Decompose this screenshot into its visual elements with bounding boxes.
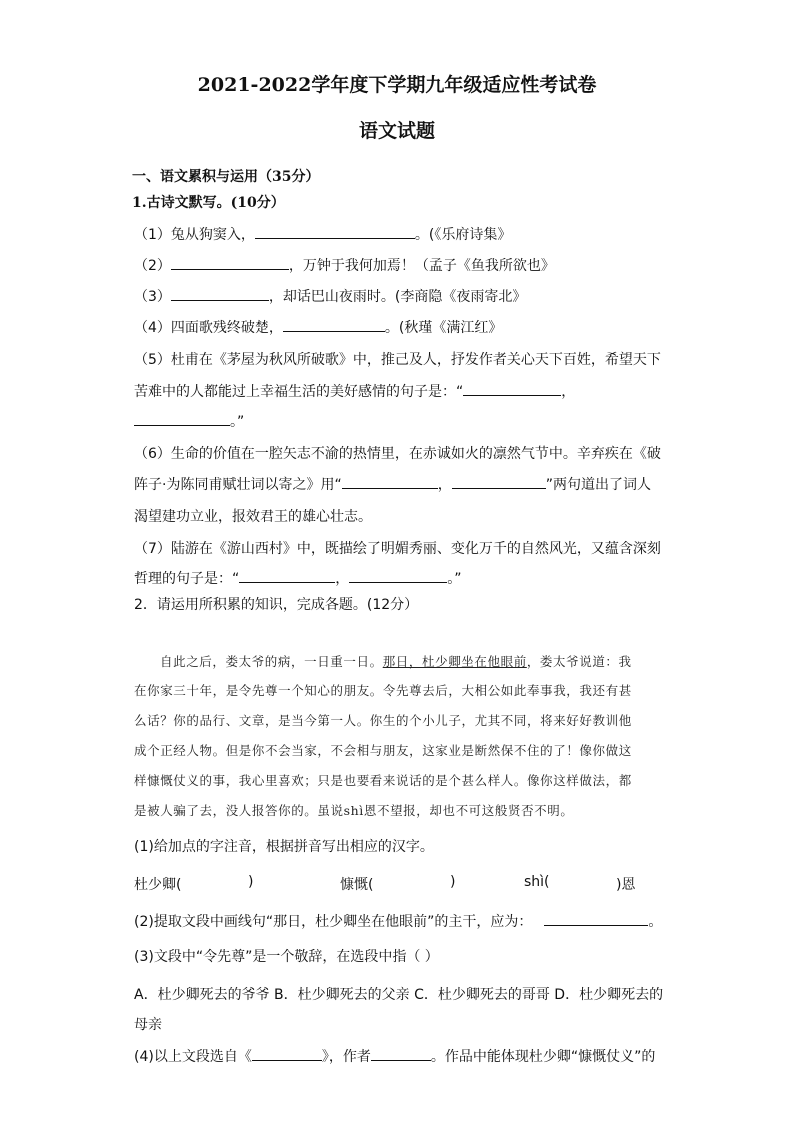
sub3-options: A．杜少卿死去的爷爷 B．杜少卿死去的父亲 C．杜少卿死去的哥哥 D．杜少卿死去的 <box>134 987 664 1003</box>
answer-blank[interactable] <box>463 381 561 396</box>
section-heading: 一、语文累积与运用（35分） <box>132 169 320 185</box>
q1-item-7-line2 <box>134 568 462 588</box>
q1-item-6-line1: （6）生命的价值在一腔矢志不渝的热情里，在赤诚如火的凛然气节中。辛弃疾在《破 <box>134 446 661 462</box>
sub-question-1: (1)给加点的字注音，根据拼音写出相应的汉字。 <box>134 839 434 855</box>
q1-item-4-source: 。(秋瑾《满江红》 <box>384 320 503 336</box>
sub1-item-c-close: )恩 <box>616 877 636 893</box>
answer-blank[interactable] <box>342 474 438 489</box>
passage-line-1 <box>160 652 632 670</box>
q1-item-1-text: （1）兔从狗窦入， <box>134 227 255 243</box>
sub1-item-a: 杜少卿( <box>134 877 182 893</box>
q1-item-5-text: 苦难中的人都能过上幸福生活的美好感情的句子是：“ <box>134 384 464 400</box>
answer-blank[interactable] <box>171 286 269 301</box>
q1-item-5-line2 <box>134 381 575 401</box>
answer-blank[interactable] <box>239 568 335 583</box>
sub4-author-label: 》，作者 <box>321 1049 371 1065</box>
sub1-item-b-close: ) <box>450 874 456 890</box>
page-subtitle: 语文试题 <box>358 120 435 142</box>
q1-item-6-text: 阵子·为陈同甫赋壮词以寄之》用“ <box>134 477 342 493</box>
sub3-options-cont: 母亲 <box>134 1017 162 1033</box>
answer-blank[interactable] <box>452 474 546 489</box>
sub-question-3: (3)文段中“令先尊”是一个敬辞，在选段中指（ ） <box>134 949 439 965</box>
sub4-tail: 。作品中能体现杜少卿“慷慨仗义”的 <box>430 1049 656 1065</box>
q1-item-2-source: ，万钟于我何加焉！（孟子《鱼我所欲也》 <box>288 258 555 274</box>
q1-item-6-tail: ”两句道出了词人 <box>545 477 651 493</box>
answer-blank[interactable] <box>252 1046 322 1061</box>
sub1-item-c: shì( <box>524 874 550 890</box>
q1-item-7-sep: ， <box>335 571 350 587</box>
sub4-text: (4)以上文段选自《 <box>134 1049 252 1065</box>
sub1-item-a-close: ) <box>248 874 254 890</box>
question-1-heading: 1.古诗文默写。(10分） <box>132 195 285 211</box>
q1-item-5-line1: （5）杜甫在《茅屋为秋风所破歌》中，推己及人，抒发作者关心天下百姓，希望天下 <box>134 352 661 368</box>
passage-line-2: 在你家三十年，是令先尊一个知心的朋友。令先尊去后，大相公如此奉事我，我还有甚 <box>134 683 632 698</box>
question-2-heading: 2．请运用所积累的知识，完成各题。(12分） <box>134 597 419 613</box>
passage-line-3: 么话？你的品行、文章，是当今第一人。你生的个小儿子，尤其不同，将来好好教训他 <box>134 713 632 728</box>
answer-blank[interactable] <box>283 317 385 332</box>
q1-item-7-line1: （7）陆游在《游山西村》中，既描绘了明媚秀丽、变化万千的自然风光，又蕴含深刻 <box>134 541 661 557</box>
q1-item-7-end: 。” <box>447 571 462 587</box>
passage-text: ，娄太爷说道：我 <box>526 654 632 669</box>
underlined-sentence: 那日，杜少卿坐在他眼前 <box>382 654 527 669</box>
sub-question-2 <box>134 911 662 931</box>
sub2-text: (2)提取文段中画线句“那日，杜少卿坐在他眼前”的主干，应为： <box>134 914 533 930</box>
q1-item-6-line2 <box>134 474 651 494</box>
answer-blank[interactable] <box>134 411 230 426</box>
q1-item-5-sep: ， <box>561 384 576 400</box>
q1-item-6-sep: ， <box>437 477 452 493</box>
passage-text: 自此之后，娄太爷的病，一日重一日。 <box>160 654 383 669</box>
q1-item-2 <box>134 255 555 275</box>
answer-blank[interactable] <box>255 224 415 239</box>
sub2-end: 。 <box>648 914 663 930</box>
q1-item-4 <box>134 317 502 337</box>
q1-item-5-line3 <box>134 411 244 431</box>
answer-blank[interactable] <box>371 1046 431 1061</box>
q1-item-3 <box>134 286 526 306</box>
sub1-item-b: 慷慨( <box>340 877 374 893</box>
passage-line-4: 成个正经人物。但是你不会当家，不会相与朋友，这家业是断然保不住的了！像你做这 <box>134 743 632 758</box>
page-title: 2021-2022学年度下学期九年级适应性考试卷 <box>197 74 597 96</box>
q1-item-1-source: 。(《乐府诗集》 <box>414 227 512 243</box>
answer-blank[interactable] <box>171 255 289 270</box>
q1-item-7-text: 哲理的句子是：“ <box>134 571 240 587</box>
q1-item-2-text: （2） <box>134 258 171 274</box>
sub-question-4 <box>134 1046 655 1066</box>
passage-line-5: 样慷慨仗义的事，我心里喜欢；只是也要看来说话的是个甚么样人。像你这样做法，都 <box>134 773 632 788</box>
q1-item-5-end: 。” <box>230 414 245 430</box>
q1-item-3-text: （3） <box>134 289 171 305</box>
q1-item-4-text: （4）四面歌残终破楚， <box>134 320 283 336</box>
passage-line-6: 是被人骗了去，没人报答你的。虽说shì恩不望报，却也不可这般贤否不明。 <box>134 803 574 818</box>
q1-item-6-line3: 渴望建功立业，报效君王的雄心壮志。 <box>134 509 372 525</box>
answer-blank[interactable] <box>544 911 648 926</box>
q1-item-1 <box>134 224 511 244</box>
q1-item-3-source: ，却话巴山夜雨时。(李商隐《夜雨寄北》 <box>268 289 527 305</box>
answer-blank[interactable] <box>349 568 447 583</box>
